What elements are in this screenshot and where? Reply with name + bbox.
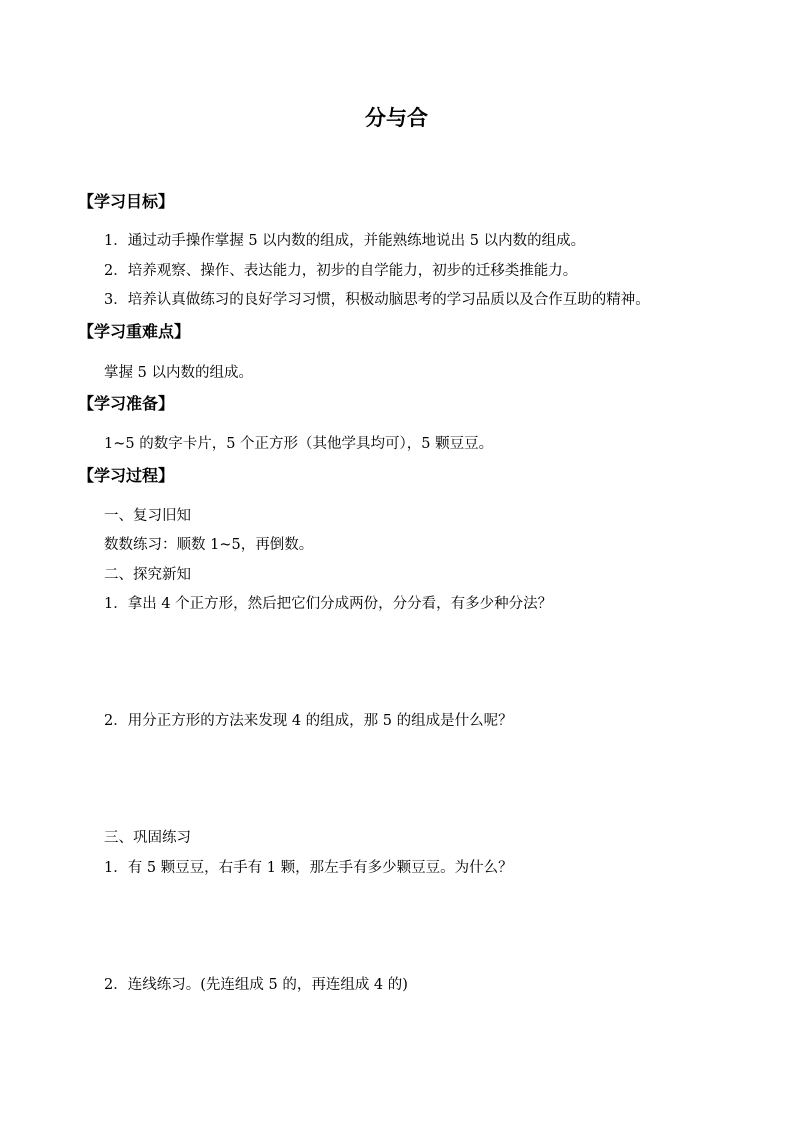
page-title: 分与合 bbox=[365, 105, 428, 130]
heading-preparation: 【学习准备】 bbox=[78, 394, 175, 413]
process-part3-question-2: 2．连线练习。(先连组成 5 的，再连组成 4 的) bbox=[104, 977, 408, 993]
heading-process: 【学习过程】 bbox=[78, 466, 175, 485]
process-part3-title: 三、巩固练习 bbox=[104, 830, 191, 846]
heading-key-points: 【学习重难点】 bbox=[78, 322, 191, 341]
preparation-text: 1~5 的数字卡片，5 个正方形（其他学具均可），5 颗豆豆。 bbox=[104, 436, 494, 452]
heading-objectives: 【学习目标】 bbox=[78, 192, 175, 211]
objective-item-1: 1．通过动手操作掌握 5 以内数的组成，并能熟练地说出 5 以内数的组成。 bbox=[104, 233, 586, 249]
process-part3-question-1: 1．有 5 颗豆豆，右手有 1 颗，那左手有多少颗豆豆。为什么？ bbox=[104, 860, 513, 876]
objective-item-2: 2．培养观察、操作、表达能力，初步的自学能力，初步的迁移类推能力。 bbox=[104, 263, 578, 279]
process-part1-title: 一、复习旧知 bbox=[104, 508, 191, 524]
key-points-text: 掌握 5 以内数的组成。 bbox=[104, 365, 253, 381]
process-part2-question-2: 2．用分正方形的方法来发现 4 的组成，那 5 的组成是什么呢？ bbox=[104, 713, 513, 729]
process-part1-text: 数数练习：顺数 1~5，再倒数。 bbox=[104, 537, 314, 553]
process-part2-title: 二、探究新知 bbox=[104, 567, 191, 583]
process-part2-question-1: 1．拿出 4 个正方形，然后把它们分成两份，分分看，有多少种分法？ bbox=[104, 596, 553, 612]
objective-item-3: 3．培养认真做练习的良好学习习惯，积极动脑思考的学习品质以及合作互助的精神。 bbox=[104, 292, 650, 308]
